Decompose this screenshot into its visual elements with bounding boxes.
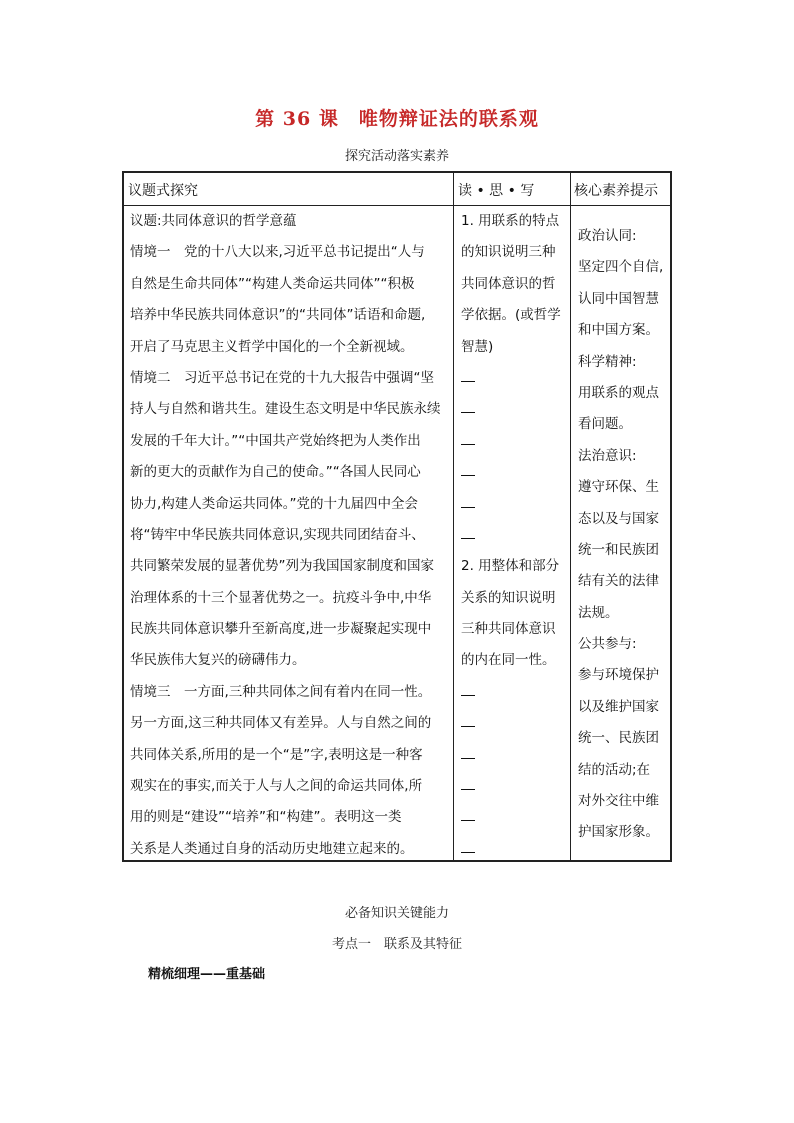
- literacy-text-line: 和中国方案。: [578, 322, 659, 339]
- task-text-line: 2. 用整体和部分: [461, 558, 560, 575]
- answer-blank-line: [461, 708, 475, 727]
- answer-blank: [461, 489, 561, 520]
- answer-blank-line: [461, 740, 475, 759]
- inquiry-text-line: 情境三 一方面,三种共同体之间有着内在同一性。: [130, 683, 432, 700]
- inquiry-text-line: 协力,构建人类命运共同体。”党的十九届四中全会: [130, 495, 419, 512]
- inquiry-text-line: 关系是人类通过自身的活动历史地建立起来的。: [130, 840, 414, 857]
- answer-blank-line: [461, 394, 475, 413]
- task-text-line: 学依据。(或哲学: [461, 307, 561, 324]
- header-core-literacy: 核心素养提示: [574, 183, 658, 199]
- inquiry-table: [122, 171, 672, 862]
- literacy-text-line: 结有关的法律: [578, 573, 659, 590]
- inquiry-column: [130, 206, 441, 865]
- literacy-text-line: 统一、民族团: [578, 730, 659, 747]
- task-text-line: 的知识说明三种: [461, 244, 556, 261]
- answer-blank-line: [461, 489, 475, 508]
- literacy-text-line: 坚定四个自信,: [578, 259, 664, 276]
- column-divider: [453, 173, 454, 860]
- inquiry-text-line: 情境二 习近平总书记在党的十九大报告中强调“坚: [130, 369, 434, 386]
- answer-blank: [461, 834, 561, 865]
- inquiry-text-line: 新的更大的贡献作为自己的使命。”“各国人民同心: [130, 464, 421, 481]
- inquiry-text-line: 另一方面,这三种共同体又有差异。人与自然之间的: [130, 715, 432, 732]
- inquiry-text-line: 自然是生命共同体”“构建人类命运共同体”“积极: [130, 275, 415, 292]
- task-text-line: 1. 用联系的特点: [461, 213, 560, 229]
- lesson-title: 第 36 课 唯物辩证法的联系观: [255, 108, 539, 130]
- literacy-text-line: 认同中国智慧: [578, 290, 659, 307]
- answer-blank-line: [461, 677, 475, 696]
- inquiry-text-line: 开启了马克思主义哲学中国化的一个全新视域。: [130, 338, 414, 355]
- header-inquiry: 议题式探究: [128, 183, 198, 199]
- literacy-text-line: 对外交往中维: [578, 793, 659, 810]
- literacy-text-line: 看问题。: [578, 416, 632, 433]
- literacy-text-line: 法治意识:: [578, 447, 637, 464]
- answer-blank: [461, 520, 561, 551]
- answer-blank: [461, 708, 561, 739]
- answer-blank: [461, 771, 561, 802]
- answer-blank: [461, 394, 561, 425]
- answer-blank-line: [461, 834, 475, 853]
- answer-blank-line: [461, 426, 475, 445]
- literacy-text-line: 以及维护国家: [578, 698, 659, 715]
- inquiry-text-line: 民族共同体意识攀升至新高度,进一步凝聚起实现中: [130, 621, 432, 638]
- literacy-text-line: 政治认同:: [578, 228, 637, 244]
- task-text-line: 三种共同体意识: [461, 621, 556, 638]
- section-subtitle: 探究活动落实素养: [344, 149, 449, 164]
- task-text-line: 关系的知识说明: [461, 589, 556, 606]
- literacy-text-line: 公共参与:: [578, 636, 637, 653]
- answer-blank: [461, 426, 561, 457]
- answer-blank: [461, 363, 561, 394]
- task-text-line: 的内在同一性。: [461, 652, 556, 669]
- inquiry-text-line: 用的则是“建设”“培养”和“构建”。表明这一类: [130, 809, 402, 826]
- answer-blank-line: [461, 771, 475, 790]
- section-heading: 必备知识关键能力: [344, 906, 449, 921]
- inquiry-text-line: 治理体系的十三个显著优势之一。抗疫斗争中,中华: [130, 589, 432, 606]
- literacy-text-line: 参与环境保护: [578, 667, 659, 684]
- literacy-text-line: 遵守环保、生: [578, 479, 659, 496]
- literacy-text-line: 法规。: [578, 604, 619, 621]
- answer-blank: [461, 457, 561, 488]
- header-read-think-write: 读 • 思 • 写: [458, 183, 535, 199]
- inquiry-text-line: 情境一 党的十八大以来,习近平总书记提出“人与: [130, 244, 425, 261]
- literacy-text-line: 态以及与国家: [578, 510, 659, 527]
- kaodian-heading: 考点一 联系及其特征: [331, 937, 462, 952]
- jingshu-heading: 精梳细理——重基础: [148, 967, 266, 982]
- answer-blank: [461, 740, 561, 771]
- inquiry-text-line: 发展的千年大计。”“中国共产党始终把为人类作出: [130, 432, 421, 449]
- literacy-text-line: 结的活动;在: [578, 761, 651, 778]
- answer-blank-line: [461, 802, 475, 821]
- inquiry-text-line: 培养中华民族共同体意识”的“共同体”话语和命题,: [130, 307, 426, 324]
- answer-blank-line: [461, 457, 475, 476]
- answer-blank-line: [461, 363, 475, 382]
- answer-blank-line: [461, 520, 475, 539]
- literacy-text-line: 科学精神:: [578, 353, 637, 370]
- literacy-text-line: 用联系的观点: [578, 384, 659, 401]
- literacy-text-line: 护国家形象。: [578, 824, 659, 841]
- literacy-text-line: 统一和民族团: [578, 541, 659, 558]
- inquiry-text-line: 共同繁荣发展的显著优势”列为我国国家制度和国家: [130, 558, 434, 575]
- inquiry-text-line: 共同体关系,所用的是一个“是”字,表明这是一种客: [130, 746, 423, 763]
- answer-blank: [461, 677, 561, 708]
- core-literacy-column: [578, 221, 663, 849]
- inquiry-text-line: 持人与自然和谐共生。建设生态文明是中华民族永续: [130, 401, 441, 418]
- task-text-line: 智慧): [461, 338, 494, 355]
- task-text-line: 共同体意识的哲: [461, 275, 556, 292]
- read-think-write-column: [461, 206, 561, 865]
- inquiry-text-line: 将“铸牢中华民族共同体意识,实现共同团结奋斗、: [130, 526, 425, 543]
- column-divider: [570, 173, 571, 860]
- inquiry-text-line: 观实在的事实,而关于人与人之间的命运共同体,所: [130, 778, 423, 795]
- answer-blank: [461, 802, 561, 833]
- inquiry-text-line: 议题:共同体意识的哲学意蕴: [130, 213, 297, 229]
- inquiry-text-line: 华民族伟大复兴的磅礴伟力。: [130, 652, 306, 669]
